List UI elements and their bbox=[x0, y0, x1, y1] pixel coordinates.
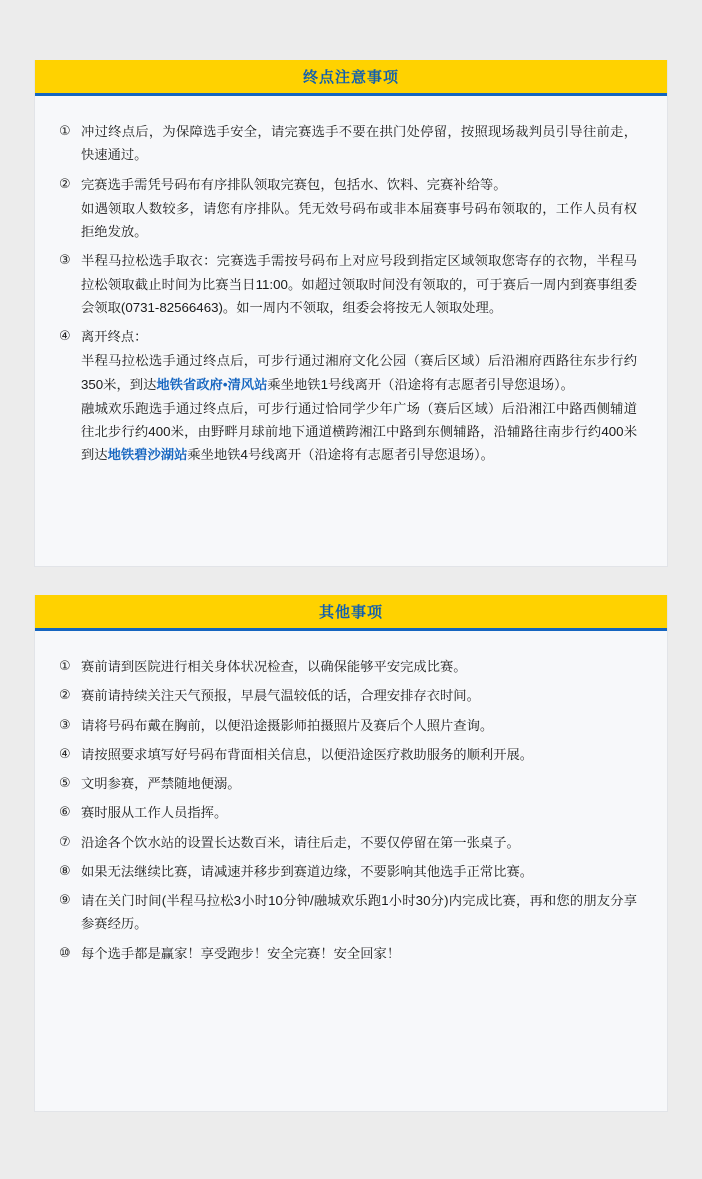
section-body-1 bbox=[35, 96, 667, 566]
list-item bbox=[59, 831, 637, 854]
list-marker: ⑧ bbox=[59, 862, 71, 878]
section-banner-2 bbox=[35, 595, 667, 631]
list-marker: ① bbox=[59, 123, 71, 138]
text-run: 半程马拉松选手通过终点后，可步行通过湘府文化公园（赛后区域）后沿湘府西路往东步行约350米，到达 bbox=[81, 353, 637, 392]
top-spacer bbox=[0, 0, 702, 60]
list-item-content: 沿途各个饮水站的设置长达数百米，请往后走，不要仅停留在第一张桌子。 bbox=[81, 834, 520, 850]
list-item bbox=[59, 325, 637, 467]
section-gap bbox=[0, 567, 702, 595]
list-item bbox=[59, 942, 637, 965]
paragraph: 如遇领取人数较多，请您有序排队。凭无效号码布或非本届赛事号码布领取的，工作人员有权拒绝发放。 bbox=[81, 200, 637, 240]
metro-station-link-bishahu[interactable]: 地铁碧沙湖站 bbox=[107, 447, 188, 463]
list-marker: ② bbox=[59, 175, 71, 191]
paragraph-metro-line-4 bbox=[81, 397, 637, 467]
section-banner-1 bbox=[35, 60, 667, 96]
text-run: 乘坐地铁4号线离开（沿途将有志愿者引导您退场）。 bbox=[187, 447, 494, 463]
numbered-list-2 bbox=[59, 655, 637, 965]
list-item-content bbox=[81, 249, 637, 319]
paragraph: 完赛选手需凭号码布有序排队领取完赛包，包括水、饮料、完赛补给等。 bbox=[81, 176, 507, 192]
list-item bbox=[59, 173, 637, 244]
numbered-list-1 bbox=[59, 120, 637, 467]
section-body-2 bbox=[35, 631, 667, 1111]
list-item bbox=[59, 889, 637, 936]
list-item-content: 请按照要求填写好号码布背面相关信息，以便沿途医疗救助服务的顺利开展。 bbox=[81, 746, 534, 762]
list-item bbox=[59, 714, 637, 737]
list-item-content: 赛时服从工作人员指挥。 bbox=[81, 805, 228, 821]
list-item-content: 每个选手都是赢家！享受跑步！安全完赛！安全回家！ bbox=[81, 945, 401, 961]
list-item bbox=[59, 743, 637, 766]
list-item-content: 文明参赛，严禁随地便溺。 bbox=[81, 776, 241, 792]
text-run: 融城欢乐跑选手通过终点后，可步行通过恰同学少年广场（赛后区域）后沿湘江中路西侧辅道往北步行约400米，由野畔月球前地下通道横跨湘江中路到东侧辅路，沿辅路往南步行约400米到达 bbox=[81, 400, 637, 463]
list-marker: ③ bbox=[59, 252, 71, 268]
list-marker: ① bbox=[59, 658, 71, 673]
metro-station-link-qingfeng[interactable]: 地铁省政府•清风站 bbox=[156, 376, 268, 392]
list-marker: ⑦ bbox=[59, 833, 71, 849]
list-item bbox=[59, 249, 637, 319]
list-item-content: 赛前请到医院进行相关身体状况检查，以确保能够平安完成比赛。 bbox=[81, 659, 467, 674]
list-item-content bbox=[81, 325, 637, 467]
list-item bbox=[59, 772, 637, 795]
list-marker: ④ bbox=[59, 745, 71, 761]
list-marker: ③ bbox=[59, 716, 71, 732]
list-marker: ⑤ bbox=[59, 775, 71, 791]
list-item bbox=[59, 120, 637, 167]
list-item-content: 赛前请持续关注天气预报，早晨气温较低的话，合理安排存衣时间。 bbox=[81, 688, 480, 704]
paragraph: 离开终点： bbox=[81, 329, 148, 345]
list-item-content bbox=[81, 173, 637, 244]
list-marker: ⑥ bbox=[59, 804, 71, 820]
paragraph: 冲过终点后，为保障选手安全，请完赛选手不要在拱门处停留，按照现场裁判员引导往前走，快速通过。 bbox=[81, 124, 637, 163]
section-title-2: 其他事项 bbox=[318, 604, 383, 621]
list-marker: ⑨ bbox=[59, 892, 71, 908]
section-title-1: 终点注意事项 bbox=[302, 69, 399, 86]
section-card-other-notes bbox=[34, 595, 668, 1112]
list-marker: ⑩ bbox=[59, 944, 71, 960]
list-item-content: 请在关门时间(半程马拉松3小时10分钟/融城欢乐跑1小时30分)内完成比赛，再和您的朋友分享参赛经历。 bbox=[81, 893, 637, 932]
section-card-finish-notes bbox=[34, 60, 668, 567]
list-item-content: 如果无法继续比赛，请减速并移步到赛道边缘，不要影响其他选手正常比赛。 bbox=[81, 863, 534, 879]
paragraph: 半程马拉松选手取衣：完赛选手需按号码布上对应号段到指定区域领取您寄存的衣物，半程马拉松领取截止时间为比赛当日11:00。如超过领取时间没有领取的，可于赛后一周内到赛事组委会领取(0731-82566463)。如一周内不领取，组委会将按无人领取处理。 bbox=[81, 253, 637, 315]
list-item bbox=[59, 860, 637, 883]
text-run: 乘坐地铁1号线离开（沿途将有志愿者引导您退场）。 bbox=[267, 376, 574, 392]
list-item bbox=[59, 684, 637, 707]
list-item bbox=[59, 801, 637, 824]
list-item bbox=[59, 655, 637, 678]
list-marker: ④ bbox=[59, 328, 71, 344]
list-marker: ② bbox=[59, 687, 71, 703]
paragraph-metro-line-1 bbox=[81, 349, 637, 396]
list-item-content bbox=[81, 120, 637, 167]
list-item-content: 请将号码布戴在胸前，以便沿途摄影师拍摄照片及赛后个人照片查询。 bbox=[81, 717, 494, 733]
